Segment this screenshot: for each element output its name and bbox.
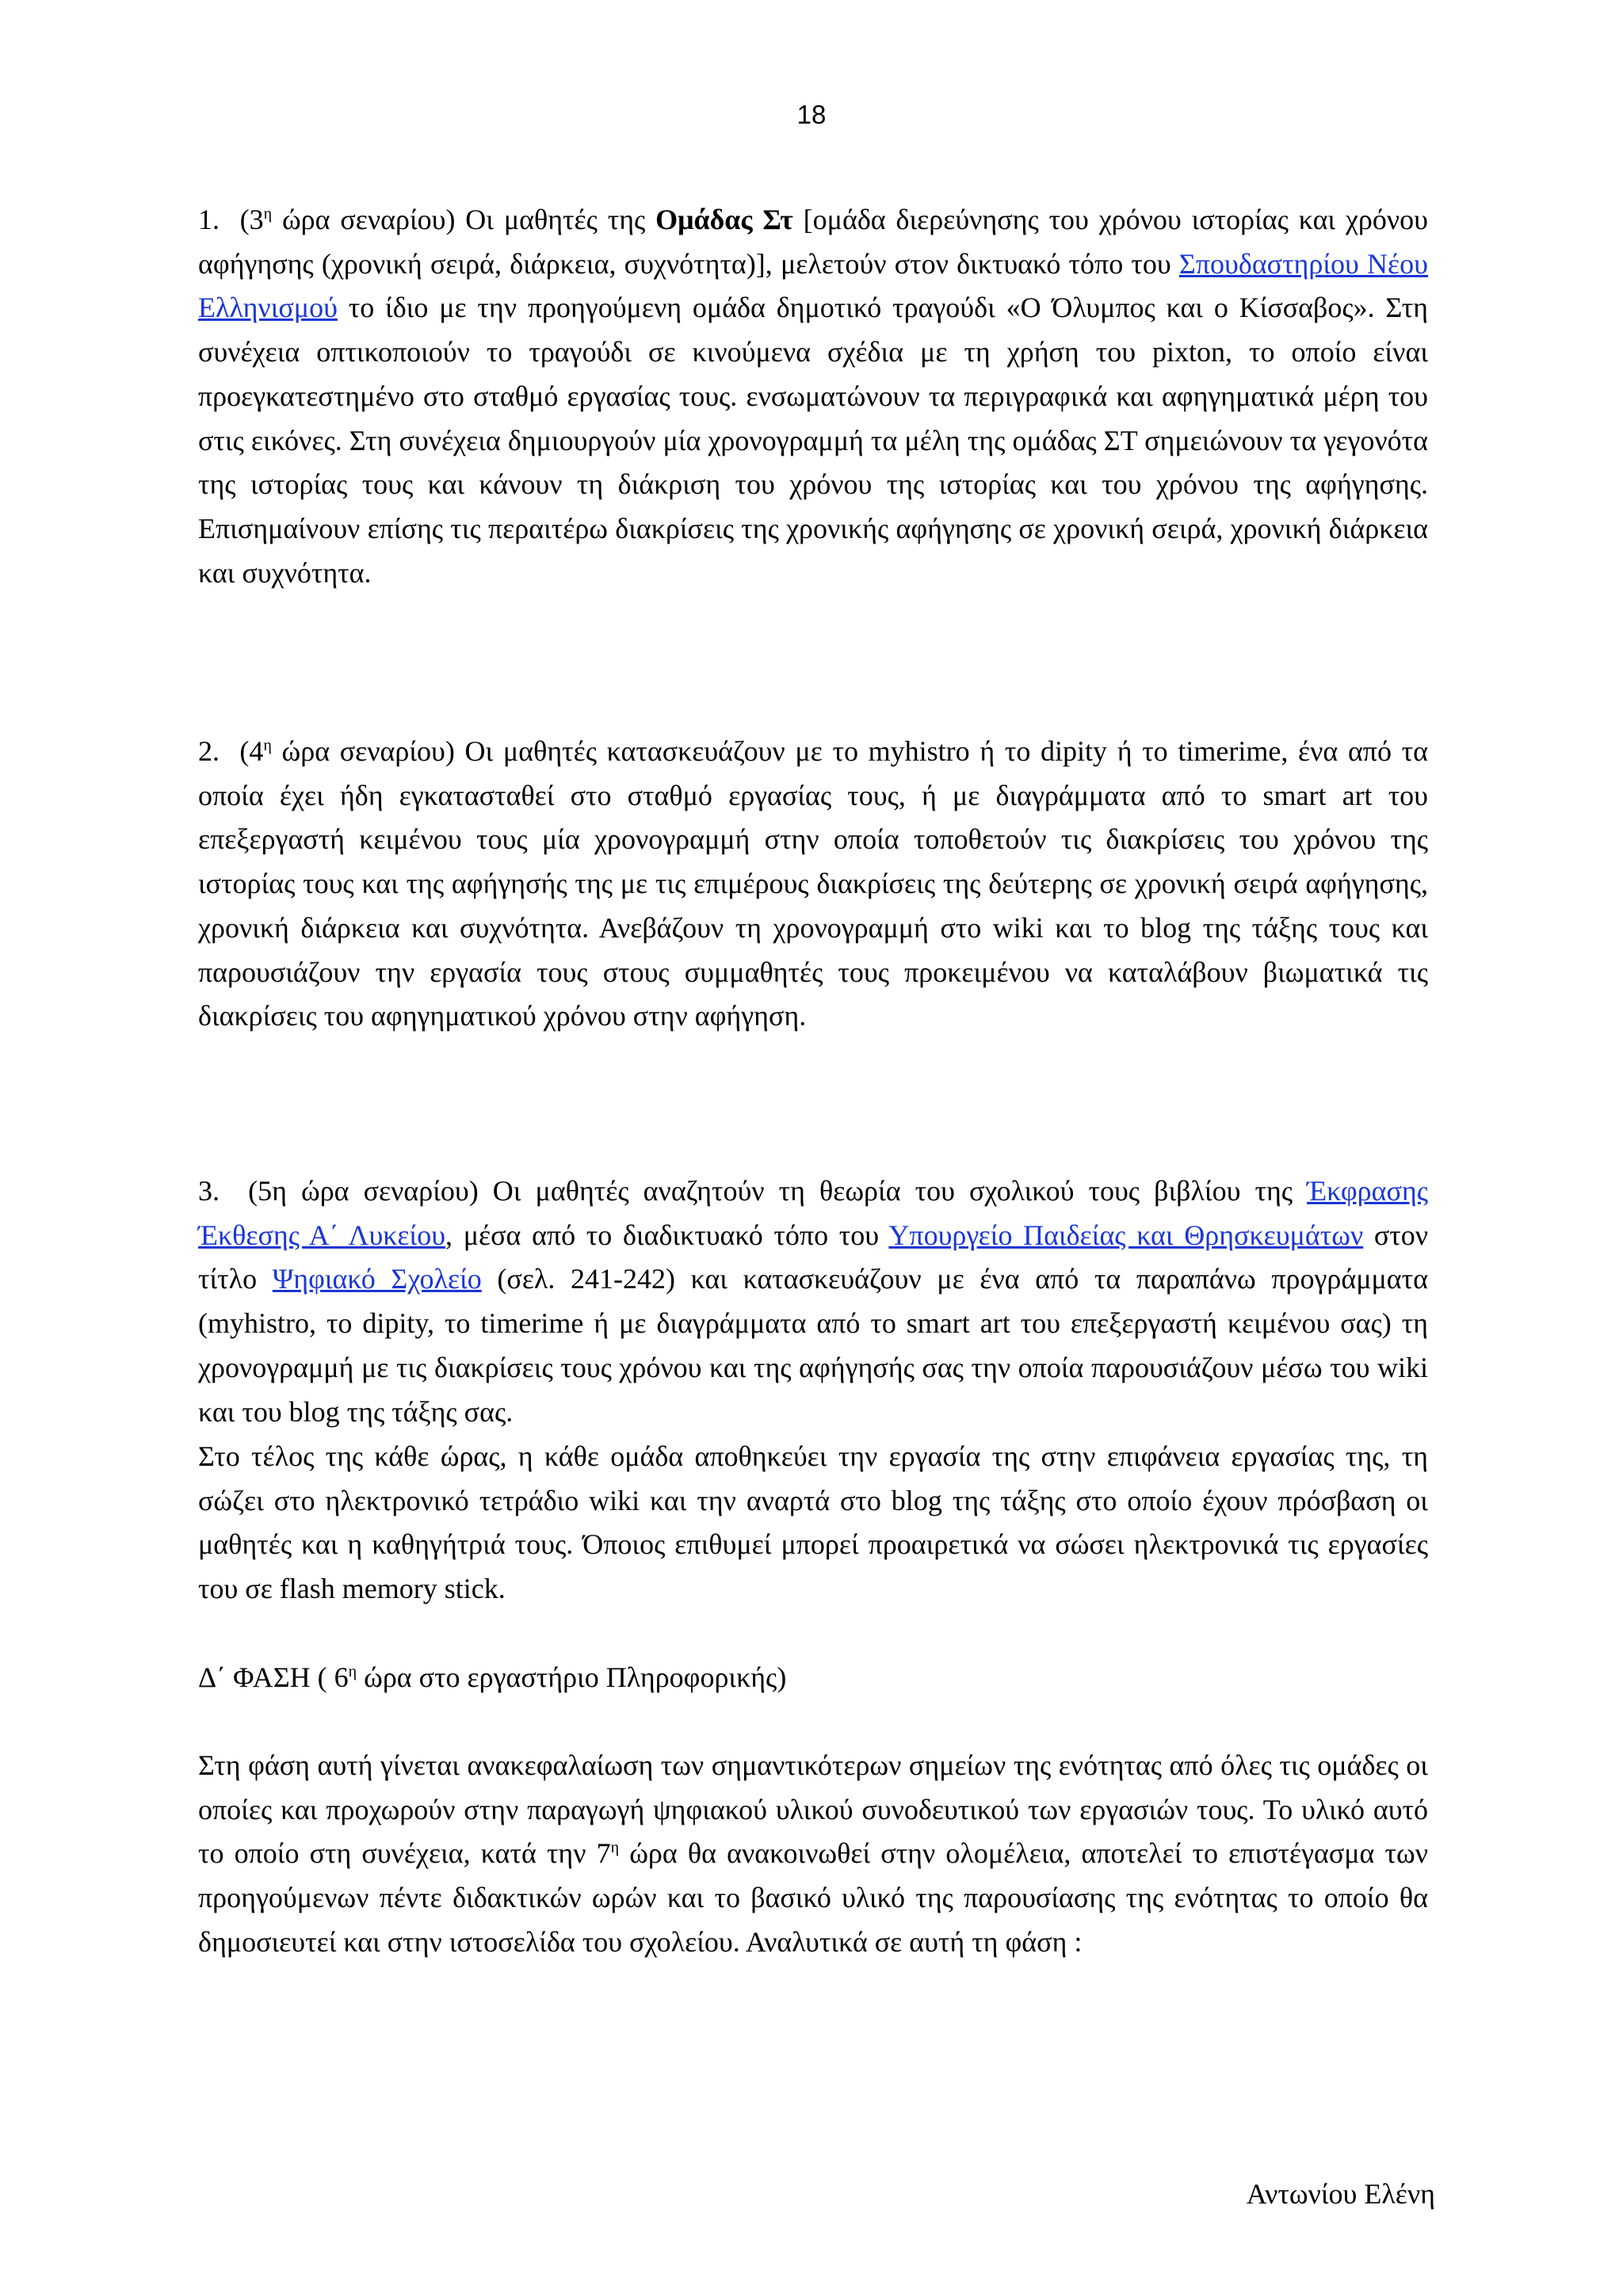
- footer-author: Αντωνίου Ελένη: [1246, 2178, 1435, 2210]
- closing-paragraph: Στο τέλος της κάθε ώρας, η κάθε ομάδα αποθηκεύει την εργασία της στην επιφάνεια εργασίας της, τη σώζει στο ηλεκτρονικό τετράδιο wiki και την αναρτά στο blog της τάξης στο οποίο έχουν πρόσβαση οι μαθητές και η καθηγήτριά τους. Όποιος επιθυμεί μπορεί προαιρετικά να σώσει ηλεκτρονικά τις εργασίες του σε flash memory stick.: [198, 1440, 1428, 1605]
- list-number: 1.: [198, 204, 220, 235]
- list-item-3: 3. (5η ώρα σεναρίου) Οι μαθητές αναζητούν τη θεωρία του σχολικού τους βιβλίου της Έκφρασης Έκθεσης Α΄ Λυκείου, μέσα από το διαδικτυακό τόπο του Υπουργείο Παιδείας και Θρησκευμάτων στον τίτλο Ψηφιακό Σχολείο (σελ. 241-242) και κατασκευάζουν με ένα από τα παραπάνω προγράμματα (myhistro, το dipity, το timerime ή με διαγράμματα από το smart art του επεξεργαστή κειμένου σας) τη χρονογραμμή με τις διακρίσεις τους χρόνου και της αφήγησής σας την οποία παρουσιάζουν μέσω του wiki και του blog της τάξης σας.: [198, 1175, 1429, 1428]
- link-ekfrasi-ekthesi[interactable]: Έκφρασης Έκθεσης Α΄ Λυκείου: [198, 1175, 1428, 1251]
- list-number: 3.: [198, 1175, 220, 1207]
- list-item-1: 1. ($3^\eta$ ώρα σεναρίου) Οι μαθητές της Ομάδας Στ [ομάδα διερεύνησης του χρόνου ιστορίας και χρόνου αφήγησης (χρονική σειρά, διάρκεια, συχνότητα)], μελετούν στον δικτυακό τόπο του Σπουδαστηρίου Νέου Ελληνισμού το ίδιο με την προηγούμενη ομάδα δημοτικό τραγούδι «Ο Όλυμπος και ο Κίσσαβος». Στη συνέχεια οπτικοποιούν το τραγούδι σε κινούμενα σχέδια με τη χρήση του pixton, το οποίο είναι προεγκατεστημένο στο σταθμό εργασίας τους. ενσωματώνουν τα περιγραφικά και αφηγηματικά μέρη του στις εικόνες. Στη συνέχεια δημιουργούν μία χρονογραμμή τα μέλη της ομάδας ΣΤ σημειώνουν τα γεγονότα της ιστορίας τους και κάνουν τη διάκριση του χρόνου της ιστορίας και του χρόνου της αφήγησης. Επισημαίνουν επίσης τις περαιτέρω διακρίσεις της χρονικής αφήγησης σε χρονική σειρά, χρονική διάρκεια και συχνότητα.: [198, 204, 1428, 589]
- phase-paragraph: Στη φάση αυτή γίνεται ανακεφαλαίωση των σημαντικότερων σημείων της ενότητας από όλες τις ομάδες οι οποίες και προχωρούν στην παραγωγή ψηφιακού υλικού συνοδευτικού των εργασιών τους. Το υλικό αυτό το οποίο στη συνέχεια, κατά την $7^\eta$ ώρα θα ανακοινωθεί στην ολομέλεια, αποτελεί το επιστέγασμα των προηγούμενων πέντε διδακτικών ωρών και το βασικό υλικό της παρουσίασης της ενότητας το οποίο θα δημοσιευτεί και στην ιστοσελίδα του σχολείου. Αναλυτικά σε αυτή τη φάση :: [198, 1749, 1428, 1958]
- group-name: Ομάδας Στ: [655, 204, 793, 235]
- link-spoudastirio[interactable]: Σπουδαστηρίου Νέου Ελληνισμού: [198, 247, 1428, 324]
- list-number: 2.: [198, 735, 220, 767]
- list-item-2: 2. ($4^\eta$ ώρα σεναρίου) Οι μαθητές κατασκευάζουν με το myhistro ή το dipity ή το timerime, ένα από τα οποία έχει ήδη εγκατασταθεί στο σταθμό εργασίας τους, ή με διαγράμματα από το smart art του επεξεργαστή κειμένου τους μία χρονογραμμή στην οποία τοποθετούν τις διακρίσεις του χρόνου της ιστορίας τους και της αφήγησής της με τις επιμέρους διακρίσεις της δεύτερης σε χρονική σειρά αφήγησης, χρονική διάρκεια και συχνότητα. Ανεβάζουν τη χρονογραμμή στο wiki και το blog της τάξης τους και παρουσιάζουν την εργασία τους στους συμμαθητές τους προκειμένου να καταλάβουν βιωματικά τις διακρίσεις του αφηγηματικού χρόνου στην αφήγηση.: [198, 735, 1428, 1032]
- link-psifiako-sxoleio[interactable]: Ψηφιακό Σχολείο: [272, 1263, 482, 1295]
- link-ypourgeio-paideias[interactable]: Υπουργείο Παιδείας και Θρησκευμάτων: [888, 1219, 1364, 1251]
- page-number: 18: [796, 100, 827, 129]
- phase-heading: Δ΄ ΦΑΣΗ ( $6^\eta$ ώρα στο εργαστήριο Πληροφορικής): [198, 1661, 787, 1693]
